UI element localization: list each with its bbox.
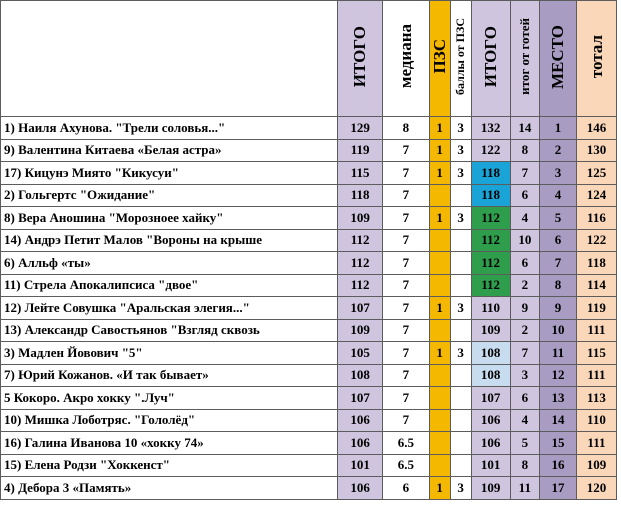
cell-itogo2: 108 (471, 342, 510, 365)
cell-mediana: 7 (383, 409, 429, 432)
cell-name: 3) Мадлен Йовович "5" (1, 342, 338, 365)
cell-bally (450, 229, 471, 252)
cell-name: 13) Александр Савостьянов "Взгляд сквозь (1, 319, 338, 342)
cell-pzs (429, 229, 450, 252)
cell-itogo2: 106 (471, 432, 510, 455)
table-row (1, 184, 617, 207)
table-body (1, 117, 617, 500)
cell-bally (450, 409, 471, 432)
cell-bally (450, 184, 471, 207)
table-row (1, 364, 617, 387)
cell-itog-ot-gotey: 6 (510, 387, 539, 410)
cell-itogo: 108 (337, 364, 382, 387)
cell-itogo: 112 (337, 252, 382, 275)
header-blank (1, 1, 338, 117)
cell-itogo2: 108 (471, 364, 510, 387)
cell-mediana: 7 (383, 229, 429, 252)
cell-mesto: 17 (540, 477, 577, 500)
cell-mediana: 6.5 (383, 454, 429, 477)
cell-mediana: 6 (383, 477, 429, 500)
cell-pzs: 1 (429, 139, 450, 162)
cell-mesto: 12 (540, 364, 577, 387)
cell-bally: 3 (450, 207, 471, 230)
cell-mesto: 7 (540, 252, 577, 275)
header-itog-ot-gotey: итог от готей (510, 1, 539, 117)
cell-name: 8) Вера Аношина "Морозноее хайку" (1, 207, 338, 230)
cell-mesto: 5 (540, 207, 577, 230)
cell-itogo2: 107 (471, 387, 510, 410)
cell-pzs (429, 319, 450, 342)
cell-total: 122 (576, 229, 616, 252)
table-row (1, 229, 617, 252)
cell-total: 120 (576, 477, 616, 500)
cell-itog-ot-gotey: 10 (510, 229, 539, 252)
cell-itogo: 109 (337, 207, 382, 230)
cell-total: 110 (576, 409, 616, 432)
cell-bally (450, 432, 471, 455)
cell-itog-ot-gotey: 4 (510, 207, 539, 230)
table-row (1, 319, 617, 342)
table-row (1, 454, 617, 477)
cell-itogo: 106 (337, 477, 382, 500)
cell-mesto: 4 (540, 184, 577, 207)
cell-pzs (429, 387, 450, 410)
cell-itogo: 106 (337, 432, 382, 455)
table-row (1, 117, 617, 140)
cell-itog-ot-gotey: 7 (510, 162, 539, 185)
cell-total: 116 (576, 207, 616, 230)
cell-mediana: 7 (383, 139, 429, 162)
table-row (1, 477, 617, 500)
cell-name: 1) Наиля Ахунова. "Трели соловья..." (1, 117, 338, 140)
cell-bally (450, 454, 471, 477)
cell-name: 2) Гольгертс "Ожидание" (1, 184, 338, 207)
cell-total: 125 (576, 162, 616, 185)
cell-mediana: 7 (383, 162, 429, 185)
cell-mesto: 10 (540, 319, 577, 342)
table-row (1, 252, 617, 275)
cell-total: 111 (576, 432, 616, 455)
table-row (1, 274, 617, 297)
cell-mediana: 7 (383, 364, 429, 387)
cell-pzs (429, 184, 450, 207)
cell-mediana: 7 (383, 274, 429, 297)
cell-itogo2: 112 (471, 274, 510, 297)
cell-mesto: 1 (540, 117, 577, 140)
cell-total: 124 (576, 184, 616, 207)
header-bally-ot-pzs: баллы от ПЗС (450, 1, 471, 117)
cell-mediana: 6.5 (383, 432, 429, 455)
cell-itogo2: 101 (471, 454, 510, 477)
table-row (1, 297, 617, 320)
cell-itog-ot-gotey: 2 (510, 274, 539, 297)
cell-pzs: 1 (429, 162, 450, 185)
cell-mesto: 3 (540, 162, 577, 185)
cell-pzs (429, 364, 450, 387)
cell-bally: 3 (450, 139, 471, 162)
cell-itogo: 129 (337, 117, 382, 140)
table-row (1, 139, 617, 162)
table-row (1, 162, 617, 185)
cell-itogo2: 112 (471, 229, 510, 252)
cell-pzs (429, 274, 450, 297)
cell-itogo: 106 (337, 409, 382, 432)
cell-itogo: 109 (337, 319, 382, 342)
cell-mesto: 15 (540, 432, 577, 455)
cell-pzs (429, 409, 450, 432)
cell-name: 16) Галина Иванова 10 «хокку 74» (1, 432, 338, 455)
cell-total: 113 (576, 387, 616, 410)
cell-pzs (429, 432, 450, 455)
cell-itogo: 107 (337, 387, 382, 410)
cell-itogo: 112 (337, 229, 382, 252)
cell-pzs (429, 252, 450, 275)
cell-bally (450, 319, 471, 342)
cell-itog-ot-gotey: 5 (510, 432, 539, 455)
cell-mesto: 6 (540, 229, 577, 252)
cell-name: 6) Алльф «ты» (1, 252, 338, 275)
cell-pzs: 1 (429, 477, 450, 500)
header-pzs: ПЗС (429, 1, 450, 117)
cell-itogo: 115 (337, 162, 382, 185)
cell-itog-ot-gotey: 6 (510, 184, 539, 207)
cell-bally (450, 274, 471, 297)
cell-itogo: 107 (337, 297, 382, 320)
cell-name: 9) Валентина Китаева «Белая астра» (1, 139, 338, 162)
cell-pzs: 1 (429, 297, 450, 320)
cell-pzs (429, 454, 450, 477)
cell-bally: 3 (450, 342, 471, 365)
cell-itogo: 118 (337, 184, 382, 207)
cell-total: 111 (576, 364, 616, 387)
cell-total: 119 (576, 297, 616, 320)
cell-mesto: 8 (540, 274, 577, 297)
table-row (1, 432, 617, 455)
cell-bally (450, 252, 471, 275)
header-mesto: МЕСТО (540, 1, 577, 117)
cell-itogo2: 118 (471, 184, 510, 207)
cell-itogo: 101 (337, 454, 382, 477)
cell-total: 114 (576, 274, 616, 297)
cell-name: 11) Стрела Апокалипсиса "двое" (1, 274, 338, 297)
cell-mediana: 8 (383, 117, 429, 140)
cell-itog-ot-gotey: 8 (510, 454, 539, 477)
cell-mesto: 16 (540, 454, 577, 477)
cell-name: 5 Кокоро. Акро хокку ".Луч" (1, 387, 338, 410)
cell-itogo2: 112 (471, 207, 510, 230)
cell-mesto: 2 (540, 139, 577, 162)
cell-mediana: 7 (383, 387, 429, 410)
cell-name: 10) Мишка Лоботряс. "Гололёд" (1, 409, 338, 432)
cell-mediana: 7 (383, 207, 429, 230)
cell-itogo: 105 (337, 342, 382, 365)
cell-mediana: 7 (383, 342, 429, 365)
cell-name: 15) Елена Родзи "Хоккенст" (1, 454, 338, 477)
cell-mediana: 7 (383, 297, 429, 320)
cell-bally: 3 (450, 477, 471, 500)
cell-total: 115 (576, 342, 616, 365)
cell-itogo2: 118 (471, 162, 510, 185)
cell-mesto: 11 (540, 342, 577, 365)
cell-bally: 3 (450, 297, 471, 320)
cell-mesto: 9 (540, 297, 577, 320)
header-total: тотал (576, 1, 616, 117)
header-itogo2: ИТОГО (471, 1, 510, 117)
table-row (1, 207, 617, 230)
cell-name: 14) Андрэ Петит Малов "Вороны на крыше (1, 229, 338, 252)
cell-itogo2: 132 (471, 117, 510, 140)
cell-itogo: 112 (337, 274, 382, 297)
cell-pzs: 1 (429, 207, 450, 230)
cell-itogo2: 106 (471, 409, 510, 432)
header-itogo: ИТОГО (337, 1, 382, 117)
cell-name: 17) Кицунэ Миято "Кикусуи" (1, 162, 338, 185)
cell-mesto: 13 (540, 387, 577, 410)
cell-pzs: 1 (429, 342, 450, 365)
table-row (1, 342, 617, 365)
cell-bally: 3 (450, 117, 471, 140)
cell-itog-ot-gotey: 9 (510, 297, 539, 320)
header-mediana: медиана (383, 1, 429, 117)
cell-itogo2: 109 (471, 477, 510, 500)
cell-itog-ot-gotey: 8 (510, 139, 539, 162)
cell-bally: 3 (450, 162, 471, 185)
cell-name: 12) Лейте Совушка "Аральская элегия..." (1, 297, 338, 320)
cell-bally (450, 364, 471, 387)
cell-mediana: 7 (383, 252, 429, 275)
table-row (1, 387, 617, 410)
cell-mediana: 7 (383, 184, 429, 207)
cell-total: 118 (576, 252, 616, 275)
header-row (1, 1, 617, 117)
cell-itogo2: 109 (471, 319, 510, 342)
cell-mediana: 7 (383, 319, 429, 342)
cell-itogo2: 110 (471, 297, 510, 320)
cell-itogo2: 122 (471, 139, 510, 162)
cell-itog-ot-gotey: 4 (510, 409, 539, 432)
table-row (1, 409, 617, 432)
cell-total: 109 (576, 454, 616, 477)
cell-itog-ot-gotey: 6 (510, 252, 539, 275)
cell-itogo2: 112 (471, 252, 510, 275)
cell-itogo: 119 (337, 139, 382, 162)
cell-itog-ot-gotey: 2 (510, 319, 539, 342)
cell-itog-ot-gotey: 3 (510, 364, 539, 387)
cell-itog-ot-gotey: 14 (510, 117, 539, 140)
cell-itog-ot-gotey: 7 (510, 342, 539, 365)
cell-total: 111 (576, 319, 616, 342)
cell-name: 7) Юрий Кожанов. «И так бывает» (1, 364, 338, 387)
cell-itog-ot-gotey: 11 (510, 477, 539, 500)
cell-pzs: 1 (429, 117, 450, 140)
cell-mesto: 14 (540, 409, 577, 432)
cell-bally (450, 387, 471, 410)
cell-name: 4) Дебора 3 «Память» (1, 477, 338, 500)
cell-total: 146 (576, 117, 616, 140)
cell-total: 130 (576, 139, 616, 162)
